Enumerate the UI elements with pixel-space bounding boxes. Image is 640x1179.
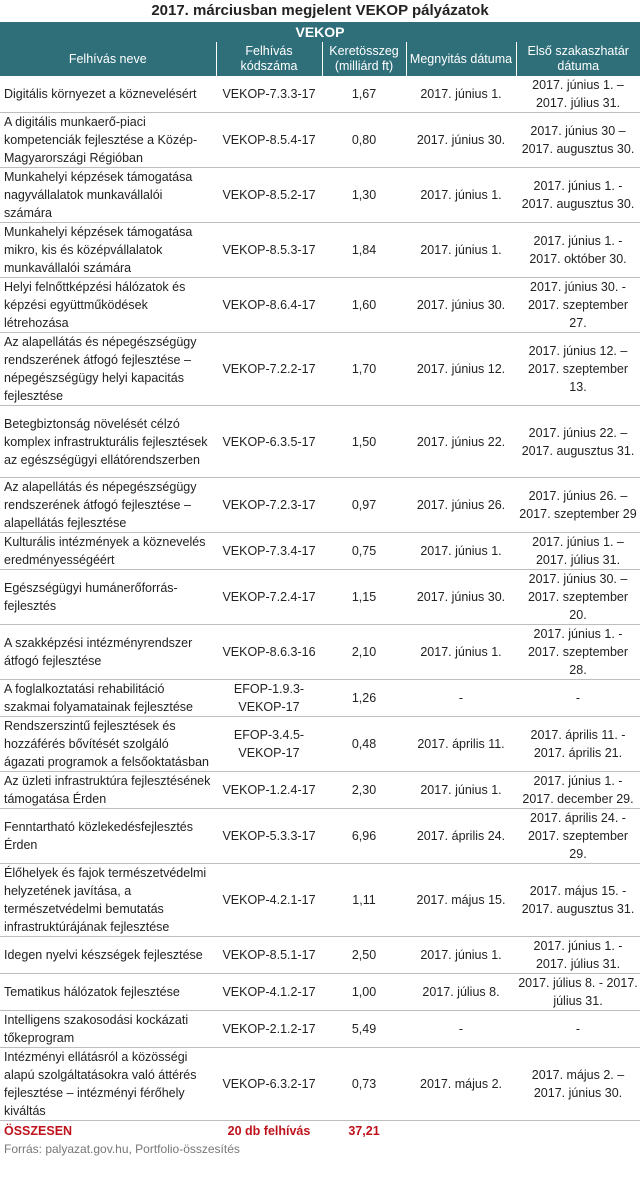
cell-code: VEKOP-2.1.2-17 [216,1011,322,1048]
cell-name: Munkahelyi képzések támogatása mikro, kis és középvállalatok munkavállalói számára [0,223,216,278]
total-row [0,1121,640,1142]
table-row [0,113,640,168]
cell-name: Élőhelyek és fajok természetvédelmi helyzetének javítása, a természetvédelmi bemutatás infrastruktúrájának fejlesztése [0,864,216,937]
cell-opening: 2017. június 26. [406,478,516,533]
cell-code: VEKOP-4.1.2-17 [216,974,322,1011]
header-code: Felhívás kódszáma [216,42,322,76]
table-row [0,1011,640,1048]
cell-amount: 5,49 [322,1011,406,1048]
table-row [0,478,640,533]
cell-period: 2017. május 2. – 2017. június 30. [516,1048,640,1121]
cell-amount: 1,50 [322,406,406,478]
cell-period: 2017. június 1. - 2017. augusztus 30. [516,168,640,223]
header-amount: Keretösszeg (milliárd ft) [322,42,406,76]
cell-period: - [516,1011,640,1048]
cell-code: VEKOP-7.3.4-17 [216,533,322,570]
cell-period: 2017. május 15. - 2017. augusztus 31. [516,864,640,937]
cell-code: VEKOP-8.5.1-17 [216,937,322,974]
cell-code: VEKOP-6.3.2-17 [216,1048,322,1121]
table-row [0,406,640,478]
cell-name: A szakképzési intézményrendszer átfogó fejlesztése [0,625,216,680]
header-opening: Megnyitás dátuma [406,42,516,76]
cell-name: Az alapellátás és népegészségügy rendszerének átfogó fejlesztése – népegészségügy helyi kapacitás fejlesztése [0,333,216,406]
cell-name: Tematikus hálózatok fejlesztése [0,974,216,1011]
cell-code: VEKOP-8.5.4-17 [216,113,322,168]
header-period: Első szakaszhatár dátuma [516,42,640,76]
cell-code: VEKOP-7.3.3-17 [216,76,322,113]
cell-opening: 2017. április 24. [406,809,516,864]
cell-amount: 2,10 [322,625,406,680]
cell-amount: 0,97 [322,478,406,533]
header-name: Felhívás neve [0,42,216,76]
cell-amount: 0,48 [322,717,406,772]
table-row [0,937,640,974]
table-row [0,717,640,772]
cell-amount: 1,67 [322,76,406,113]
cell-opening: 2017. június 1. [406,76,516,113]
cell-opening: 2017. június 1. [406,937,516,974]
cell-period: 2017. június 1. - 2017. szeptember 28. [516,625,640,680]
total-empty-period [516,1121,640,1142]
cell-opening: 2017. június 12. [406,333,516,406]
cell-name: Az alapellátás és népegészségügy rendszerének átfogó fejlesztése – alapellátás fejlesztése [0,478,216,533]
cell-amount: 1,15 [322,570,406,625]
cell-amount: 0,75 [322,533,406,570]
cell-period: 2017. június 1. - 2017. július 31. [516,937,640,974]
table-row [0,1048,640,1121]
table-band: VEKOP [0,22,640,42]
cell-opening: 2017. június 22. [406,406,516,478]
cell-name: Egészségügyi humánerőforrás-fejlesztés [0,570,216,625]
total-label: ÖSSZESEN [4,1124,73,1138]
cell-opening: 2017. június 30. [406,278,516,333]
cell-period: 2017. június 26. – 2017. szeptember 29 [516,478,640,533]
table-row [0,76,640,113]
cell-amount: 2,30 [322,772,406,809]
cell-code: VEKOP-8.5.2-17 [216,168,322,223]
cell-name: Intelligens szakosodási kockázati tőkeprogram [0,1011,216,1048]
cell-opening: 2017. április 11. [406,717,516,772]
source-note: Forrás: palyazat.gov.hu, Portfolio-összesítés [4,1142,240,1156]
cell-amount: 2,50 [322,937,406,974]
cell-period: 2017. április 24. - 2017. szeptember 29. [516,809,640,864]
cell-name: Rendszerszintű fejlesztések és hozzáférés bővítését szolgáló ágazati programok a felsőoktatásban [0,717,216,772]
cell-amount: 1,60 [322,278,406,333]
cell-name: Kulturális intézmények a köznevelés eredményességéért [0,533,216,570]
cell-opening: 2017. június 1. [406,223,516,278]
cell-period: 2017. június 1. – 2017. július 31. [516,533,640,570]
cell-amount: 1,00 [322,974,406,1011]
cell-name: Betegbiztonság növelését célzó komplex infrastrukturális fejlesztések az egészségügyi ellátórendszerben [0,406,216,478]
table-row [0,168,640,223]
calls-table [0,22,640,1141]
table-row [0,278,640,333]
cell-name: A digitális munkaerő-piaci kompetenciák fejlesztése a Közép-Magyarországi Régióban [0,113,216,168]
cell-name: Helyi felnőttképzési hálózatok és képzési együttműködések létrehozása [0,278,216,333]
cell-amount: 1,30 [322,168,406,223]
cell-opening: 2017. június 1. [406,772,516,809]
table-row [0,625,640,680]
cell-code: VEKOP-8.6.4-17 [216,278,322,333]
cell-opening: 2017. június 1. [406,168,516,223]
total-amount: 37,21 [348,1124,380,1138]
table-row [0,809,640,864]
cell-period: 2017. június 12. – 2017. szeptember 13. [516,333,640,406]
cell-opening: 2017. június 30. [406,570,516,625]
cell-period: 2017. június 22. – 2017. augusztus 31. [516,406,640,478]
cell-period: 2017. június 1. - 2017. október 30. [516,223,640,278]
cell-amount: 1,11 [322,864,406,937]
table-row [0,570,640,625]
cell-opening: 2017. június 1. [406,533,516,570]
cell-opening: 2017. június 30. [406,113,516,168]
table-row [0,974,640,1011]
total-count: 20 db felhívás [227,1124,311,1138]
cell-code: VEKOP-1.2.4-17 [216,772,322,809]
cell-name: Fenntartható közlekedésfejlesztés Érden [0,809,216,864]
cell-opening: 2017. május 15. [406,864,516,937]
cell-period: 2017. június 1. - 2017. december 29. [516,772,640,809]
table-row [0,772,640,809]
cell-period: 2017. június 30. - 2017. szeptember 27. [516,278,640,333]
cell-code: VEKOP-8.6.3-16 [216,625,322,680]
table-body [0,76,640,1121]
cell-name: Digitális környezet a köznevelésért [0,76,216,113]
cell-code: VEKOP-4.2.1-17 [216,864,322,937]
cell-opening: - [406,680,516,717]
page-title: 2017. márciusban megjelent VEKOP pályázatok [151,2,489,19]
table-row [0,864,640,937]
cell-code: VEKOP-6.3.5-17 [216,406,322,478]
cell-period: 2017. június 30 – 2017. augusztus 30. [516,113,640,168]
cell-amount: 6,96 [322,809,406,864]
table-row [0,680,640,717]
cell-name: Intézményi ellátásról a közösségi alapú szolgáltatásokra való áttérés fejlesztése – intézményi férőhely kiváltás [0,1048,216,1121]
cell-amount: 1,26 [322,680,406,717]
cell-name: A foglalkoztatási rehabilitáció szakmai folyamatainak fejlesztése [0,680,216,717]
cell-opening: 2017. május 2. [406,1048,516,1121]
cell-code: EFOP-1.9.3-VEKOP-17 [216,680,322,717]
cell-code: VEKOP-8.5.3-17 [216,223,322,278]
cell-name: Idegen nyelvi készségek fejlesztése [0,937,216,974]
cell-period: 2017. július 8. - 2017. július 31. [516,974,640,1011]
cell-code: EFOP-3.4.5-VEKOP-17 [216,717,322,772]
cell-amount: 1,84 [322,223,406,278]
table-row [0,223,640,278]
cell-opening: 2017. július 8. [406,974,516,1011]
cell-amount: 0,73 [322,1048,406,1121]
total-empty-opening [406,1121,516,1142]
cell-period: 2017. június 1. – 2017. július 31. [516,76,640,113]
cell-period: - [516,680,640,717]
cell-period: 2017. június 30. – 2017. szeptember 20. [516,570,640,625]
table-row [0,333,640,406]
cell-code: VEKOP-5.3.3-17 [216,809,322,864]
cell-period: 2017. április 11. - 2017. április 21. [516,717,640,772]
cell-name: Munkahelyi képzések támogatása nagyvállalatok munkavállalói számára [0,168,216,223]
cell-code: VEKOP-7.2.4-17 [216,570,322,625]
cell-code: VEKOP-7.2.2-17 [216,333,322,406]
cell-opening: - [406,1011,516,1048]
cell-amount: 0,80 [322,113,406,168]
cell-name: Az üzleti infrastruktúra fejlesztésének támogatása Érden [0,772,216,809]
cell-amount: 1,70 [322,333,406,406]
cell-code: VEKOP-7.2.3-17 [216,478,322,533]
cell-opening: 2017. június 1. [406,625,516,680]
table-row [0,533,640,570]
